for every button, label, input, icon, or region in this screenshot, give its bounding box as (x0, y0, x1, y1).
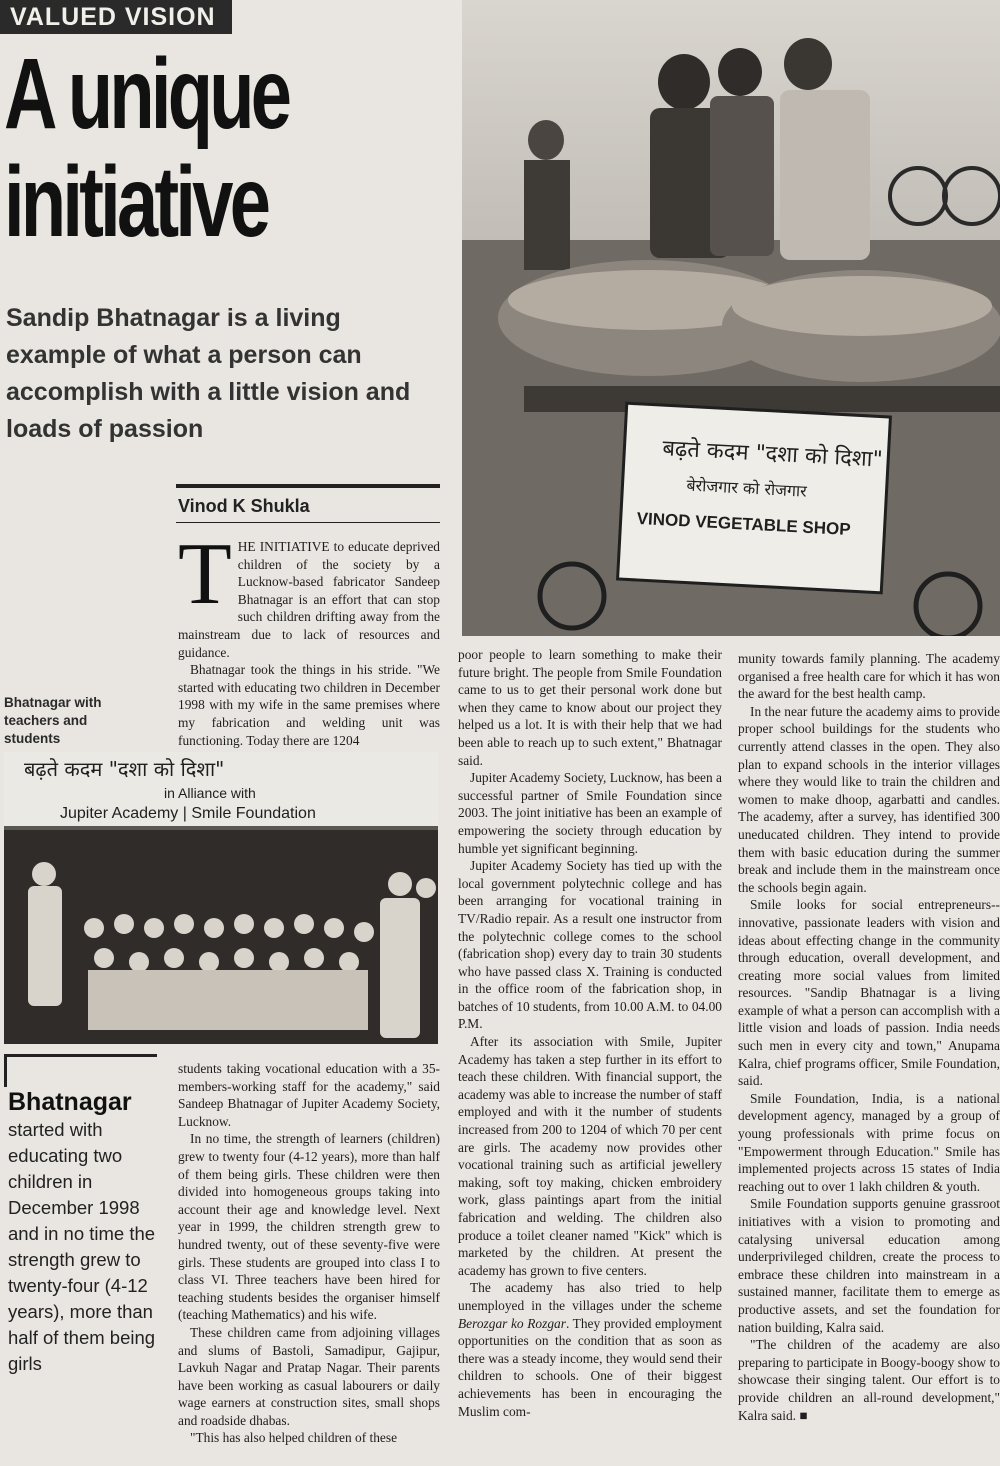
article-col1b (178, 1060, 440, 1447)
banner-line1: in Alliance with (164, 785, 256, 801)
paragraph: "The children of the academy are also preparing to participate in Boogy-boogy show to showcase their singing talent. Our effort is to provide children an all-round development," Kalra said. ■ (738, 1337, 1000, 1423)
article-col3 (738, 650, 1000, 1424)
paragraph: These children came from adjoining villages and slums of Bastoli, Samadipur, Gajipur, Lavkuh Nagar and Pratap Nagar. Their parents have been working as casual labourers or daily wage earners at construction sites, small shops and roadside dhabas. (178, 1324, 440, 1428)
pullquote-body: started with educating two children in December 1998 and in no time the strength grew to twenty-four (4-12 years), more than half of them being girls (8, 1119, 156, 1374)
byline-rule-top (176, 484, 440, 488)
photo-students-group (4, 752, 438, 1044)
cart-sign-shop: VINOD VEGETABLE SHOP (636, 508, 852, 540)
paragraph: Smile looks for social entrepreneurs--innovative, passionate leaders with vision and ideas about effecting change in the community through education, overall development, and creating more social values from limited resources. "Sandip Bhatnagar is a living example of what a person can accomplish with a little vision and loads of passion. India needs such men in every city and town," Anupama Kalra, chief programs officer, Smile Foundation, said. (738, 897, 1000, 1089)
article-col1 (178, 526, 440, 749)
paragraph: The academy has also tried to help unemployed in the villages under the scheme Berozgar ko Rozgar. They provided employment opportunities on the condition that as soon as there was a steady income, they would send their children to schools. One of their biggest achievements has been in encouraging the Muslim com- (458, 1280, 722, 1419)
photo-left-caption: Bhatnagar with teachers and students (4, 695, 102, 746)
paragraph: Jupiter Academy Society has tied up with the local government polytechnic college and has been arranging for vocational training in TV/Radio repair. As a result one instructor from the polytechnic college comes to the school (fabrication shop) every day to train 30 students who have passed class X. Training is conducted in the office room of the fabrication shop, in batches of 10 students, from 10.00 A.M. to 04.00 P.M. (458, 858, 722, 1032)
paragraph: "This has also helped children of these (190, 1430, 398, 1446)
pullquote (8, 1088, 158, 1377)
paragraph: After its association with Smile, Jupiter Academy has taken a step further in its effort to teach these children. With financial support, the academy was able to increase the number of staff employed and with it the number of students increased from 200 to 1204 of which 70 per cent are girls. The academy now provides other vocational training such as artificial jewellery making, soft toy making, chicken embroidery work, glass paintings apart from the initial fabrication and welding. The children also produce a toilet cleaner named "Kick" which is marketed by the children. At present the academy has grown to five centers. (458, 1034, 722, 1278)
paragraph: Bhatnagar took the things in his stride. "We started with educating two children in December 1998 with my wife in the same premises where my fabrication and welding unit was functioning. Today there are 1204 (178, 662, 440, 748)
cart-sign-hindi-sub: बेरोजगार को रोजगार (686, 475, 808, 501)
paragraph: HE INITIATIVE to educate deprived children of the society by a Lucknow-based fabricator Sandeep Bhatnagar is an effort that can stop such children drifting away from the mainstream due to lack of resources and guidance. (178, 539, 440, 660)
byline-rule-bottom (176, 522, 440, 523)
pullquote-bar (4, 1054, 157, 1087)
paragraph: Smile Foundation, India, is a national development agency, managed by a group of young professionals with prime focus on "Empowerment through Education." Smile has implemented projects across 15 states of India reaching out to over 1 lakh children & youth. (738, 1090, 1000, 1194)
photo-vegetable-cart (462, 0, 1000, 636)
paragraph: Jupiter Academy Society, Lucknow, has been a successful partner of Smile Foundation since 2003. The joint initiative has been an example of empowering the society through education by humble yet significant beginning. (458, 770, 722, 856)
section-tag: VALUED VISION (0, 0, 232, 34)
paragraph: In the near future the academy aims to provide proper school buildings for the students who currently attend classes in the open. They also plan to expand schools in the interior villages where they would like to train the children and women to make dhoop, agarbatti and candles. The academy, after a survey, has identified 300 uneducated children. They intend to provide them with basic education during the summer break and include them in the mainstream once the schools begin again. (738, 703, 1000, 895)
article-col2 (458, 646, 722, 1420)
byline: Vinod K Shukla (178, 496, 310, 516)
photo-students-image (4, 752, 438, 1044)
banner-line2: Jupiter Academy | Smile Foundation (60, 805, 316, 822)
paragraph: students taking vocational education with a 35-members-working staff for the academy," said Sandeep Bhatnagar of Jupiter Academy Society, Lucknow. (178, 1061, 440, 1129)
standfirst: Sandip Bhatnagar is a living example of what a person can accomplish with a little vision and loads of passion (6, 304, 411, 443)
cart-sign-hindi: बढ़ते कदम "दशा को दिशा" (661, 436, 884, 473)
photo-vegetable-cart-image (462, 0, 1000, 636)
paragraph: Smile Foundation supports genuine grassroot initiatives with a vision to promoting and catalysing universal education among underprivileged children, create the process to embrace these children into mainstream in a sustained manner, facilitate them to emerge as productive assets, and set the foundation for nation building, Kalra said. (738, 1196, 1000, 1335)
paragraph: munity towards family planning. The academy organised a free health care for which it has won the award for the best health camp. (738, 651, 1000, 702)
headline: A unique initiative (4, 38, 289, 258)
pullquote-head: Bhatnagar (8, 1088, 132, 1116)
paragraph: poor people to learn something to make their future bright. The people from Smile Foundation came to us to get their personal work done but when they came to know about our project they helped us a lot. It is with their help that we had been able to reach up to such extent," Bhatnagar said. (458, 647, 722, 768)
dropcap: T (178, 526, 232, 623)
paragraph: In no time, the strength of learners (children) grew to twenty four (4-12 years), more than half of them being girls. These children were then divided into homogeneous groups taking into account their age and knowledge level. Next year in 1999, the children strength grew to hundred twenty, out of these seventy-five were girls. These students are grouped into class I to class VI. Three teachers have been hired for teaching students besides the organiser himself (teaching Mathematics) and his wife. (178, 1131, 440, 1323)
banner-hindi: बढ़ते कदम "दशा को दिशा" (24, 757, 225, 781)
